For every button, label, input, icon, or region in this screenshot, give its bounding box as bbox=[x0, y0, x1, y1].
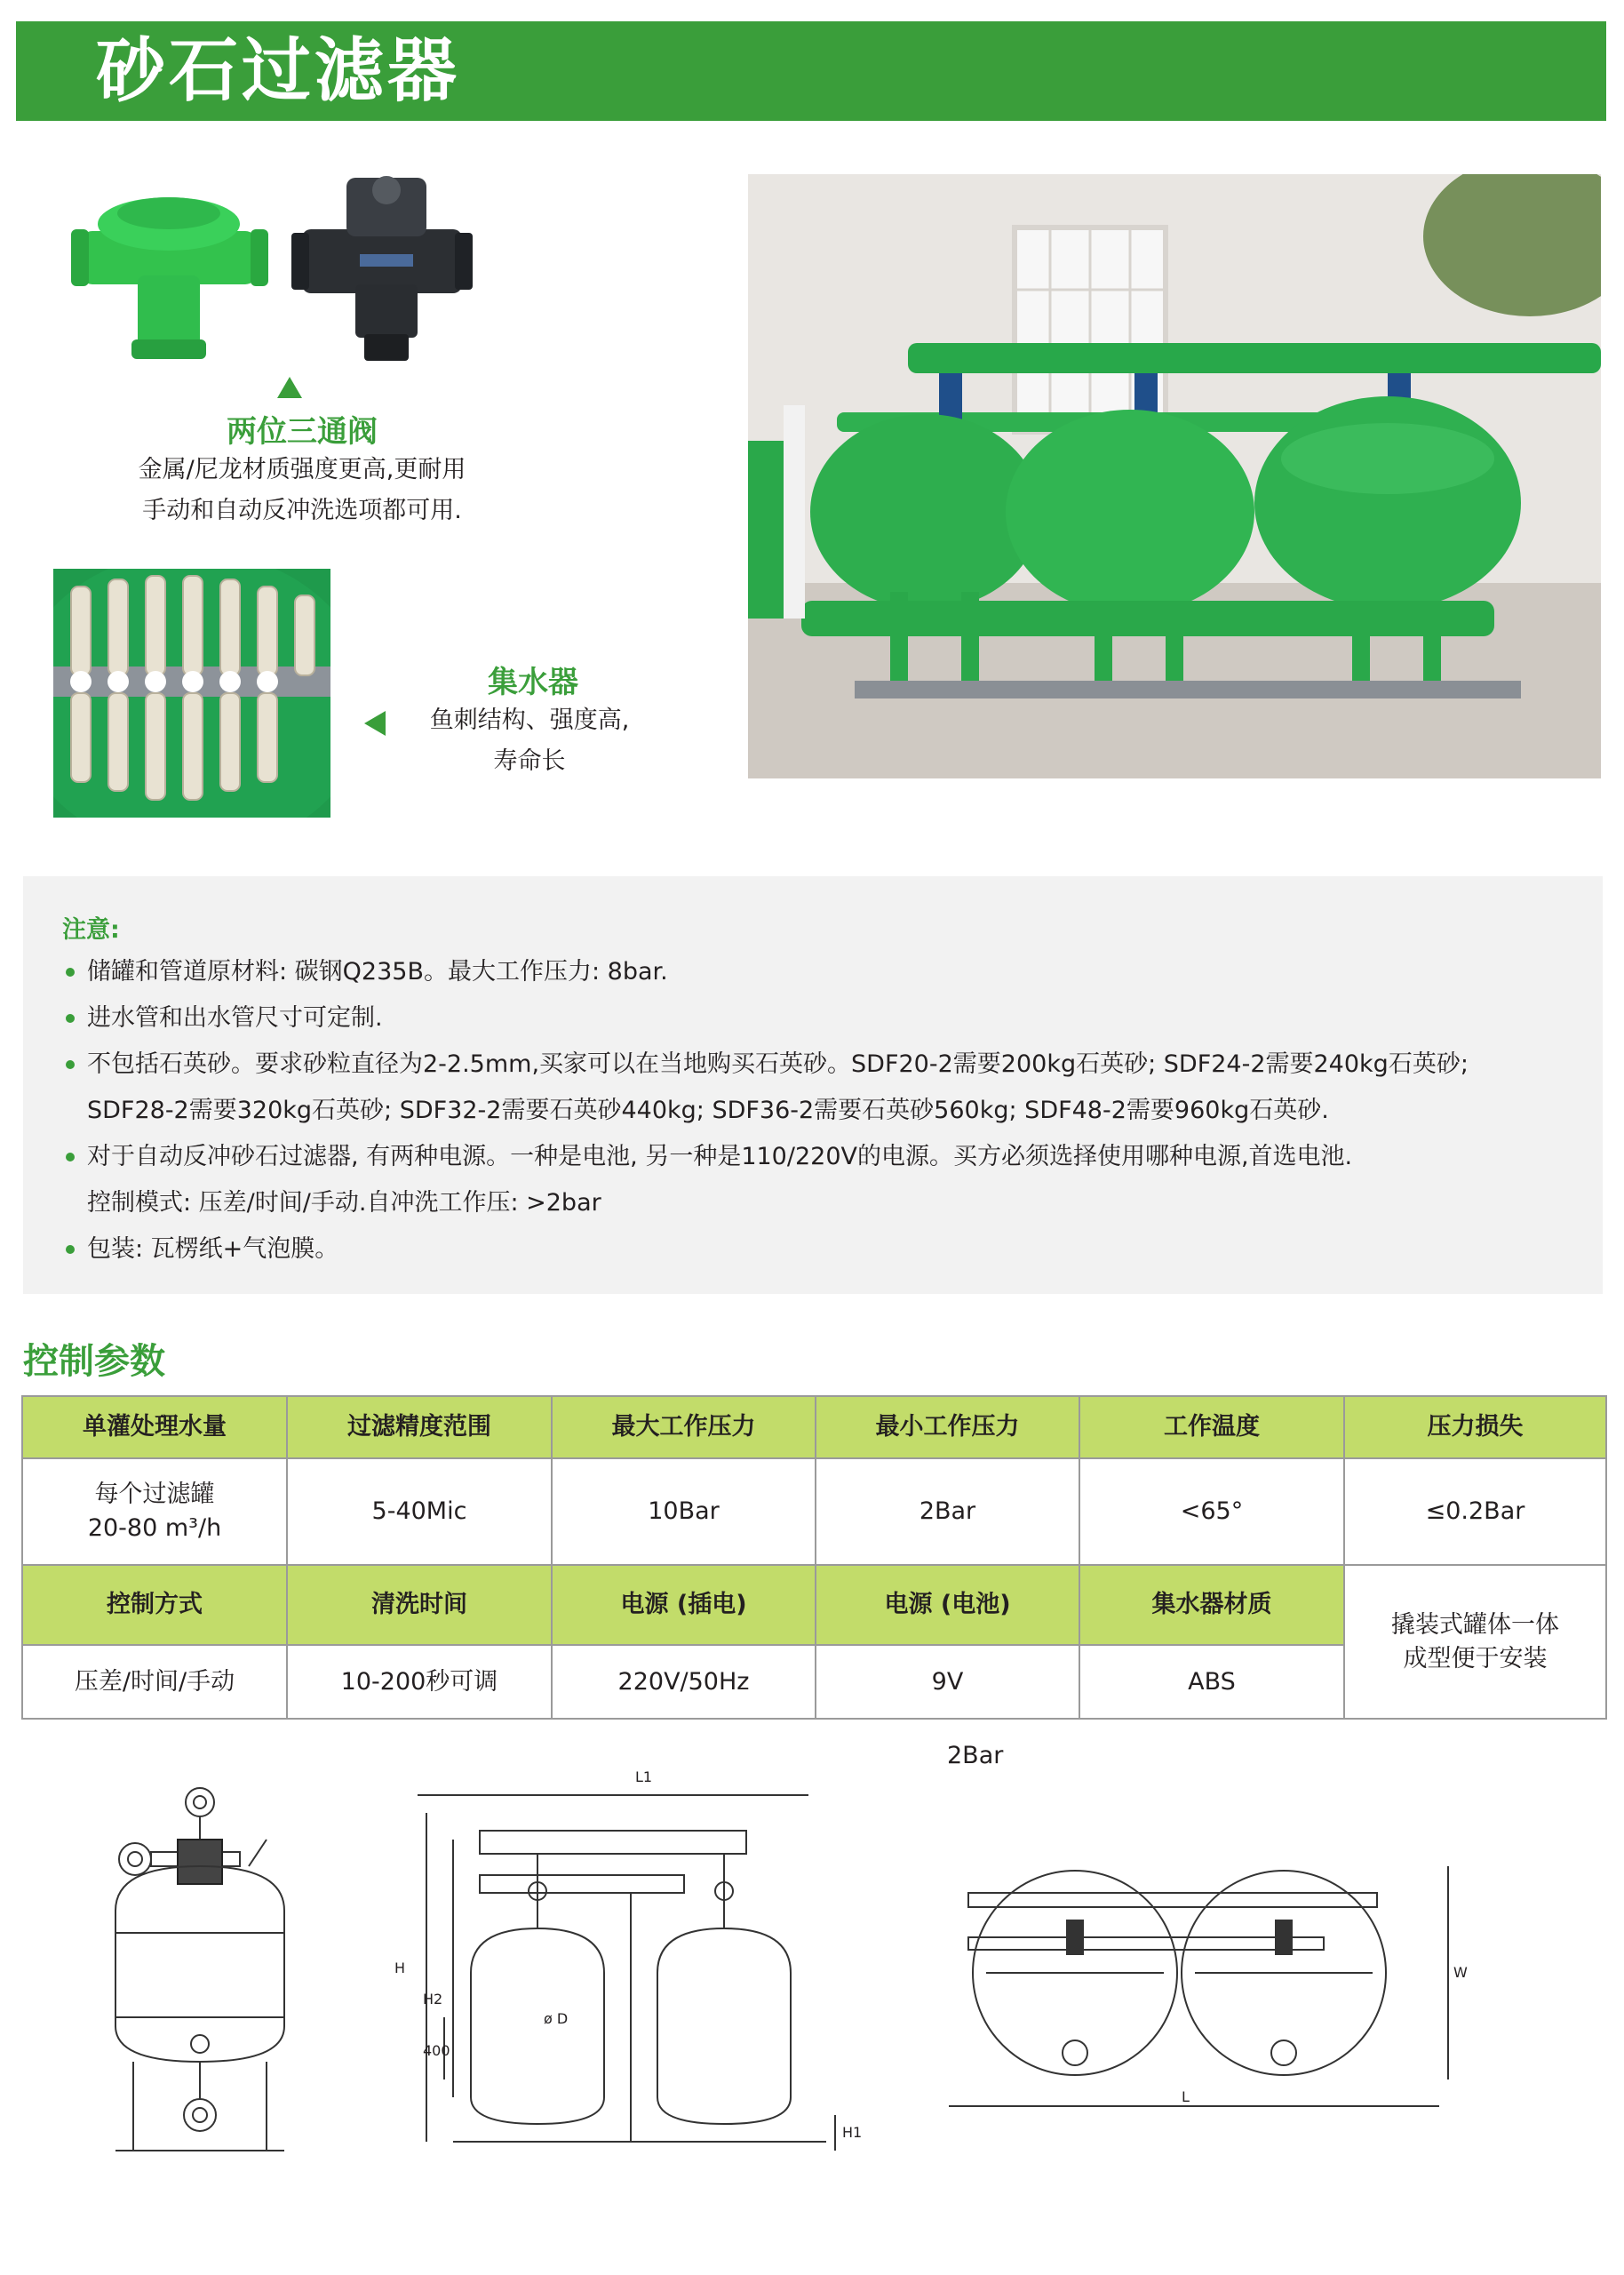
table-cell: 5-40Mic bbox=[288, 1459, 553, 1566]
front-view-svg bbox=[391, 1760, 871, 2159]
note-text: 不包括石英砂。要求砂粒直径为2-2.5mm,买家可以在当地购买石英砂。SDF20-2需要200kg石英砂; SDF24-2需要240kg石英砂; bbox=[87, 1050, 1469, 1078]
table-header-cell: 单灌处理水量 bbox=[23, 1397, 288, 1459]
parameter-table bbox=[21, 1395, 1607, 1720]
notes-title: 注意: bbox=[62, 916, 120, 944]
table-cell: 压差/时间/手动 bbox=[23, 1646, 288, 1718]
collector-line-2: 寿命长 bbox=[493, 747, 566, 775]
bullet-icon bbox=[66, 1245, 75, 1254]
page-title: 砂石过滤器 bbox=[96, 31, 461, 111]
table-cell: <65° bbox=[1080, 1459, 1345, 1566]
dim-L1: L1 bbox=[635, 1768, 653, 1785]
header-banner bbox=[16, 21, 1606, 121]
dim-H: H bbox=[394, 1960, 406, 1976]
table-cell: 每个过滤罐 20-80 m³/h bbox=[23, 1459, 288, 1566]
dim-H2: H2 bbox=[423, 1991, 443, 2008]
sand-filter-photo-illustration bbox=[748, 174, 1601, 778]
note-text: SDF28-2需要320kg石英砂; SDF32-2需要石英砂440kg; SDF36-2需要石英砂560kg; SDF48-2需要960kg石英砂. bbox=[87, 1097, 1329, 1124]
valve-description bbox=[89, 450, 515, 531]
notes-list bbox=[62, 949, 1581, 1273]
bullet-icon bbox=[66, 1014, 75, 1023]
note-item-continued bbox=[62, 1180, 1581, 1226]
arrow-left-icon bbox=[364, 711, 386, 736]
collector-title: 集水器 bbox=[488, 665, 578, 700]
collector-line-1: 鱼刺结构、强度高, bbox=[429, 706, 630, 734]
table-header-cell: 清洗时间 bbox=[288, 1566, 553, 1646]
installation-photo bbox=[748, 174, 1601, 778]
table-header-cell: 最小工作压力 bbox=[816, 1397, 1080, 1459]
top-view-drawing bbox=[942, 1840, 1475, 2124]
table-header-cell: 集水器材质 bbox=[1080, 1566, 1345, 1646]
arrow-up-icon bbox=[277, 377, 302, 398]
table-header-cell: 最大工作压力 bbox=[553, 1397, 816, 1459]
table-header-cell: 电源 (电池) bbox=[816, 1566, 1080, 1646]
note-text: 对于自动反冲砂石过滤器, 有两种电源。一种是电池, 另一种是110/220V的电源。买方必须选择使用哪种电源,首选电池. bbox=[87, 1143, 1353, 1170]
dim-W: W bbox=[1453, 1964, 1468, 1981]
note-item-continued bbox=[62, 1088, 1581, 1134]
valve-line-2: 手动和自动反冲洗选项都可用. bbox=[142, 497, 462, 524]
note-item bbox=[62, 995, 1581, 1042]
collector-illustration bbox=[53, 569, 330, 818]
table-cell: 220V/50Hz bbox=[553, 1646, 816, 1718]
top-view-svg bbox=[942, 1840, 1475, 2124]
table-cell: 9V bbox=[816, 1646, 1080, 1718]
note-item bbox=[62, 949, 1581, 995]
notes-panel bbox=[23, 876, 1603, 1294]
table-cell: ABS bbox=[1080, 1646, 1345, 1718]
valve-image bbox=[62, 169, 489, 373]
table-header-cell: 压力损失 bbox=[1345, 1397, 1605, 1459]
bullet-icon bbox=[66, 1060, 75, 1069]
dim-400: 400 bbox=[423, 2042, 450, 2059]
floating-pressure-label: 2Bar bbox=[947, 1742, 1004, 1769]
dim-H1: H1 bbox=[842, 2124, 863, 2141]
note-text: 进水管和出水管尺寸可定制. bbox=[87, 1004, 383, 1032]
dim-phiD: ø D bbox=[544, 2010, 569, 2027]
collector-image bbox=[53, 569, 330, 818]
note-item bbox=[62, 1134, 1581, 1180]
three-way-valve-illustration bbox=[62, 169, 489, 373]
bullet-icon bbox=[66, 968, 75, 977]
note-text: 储罐和管道原材料: 碳钢Q235B。最大工作压力: 8bar. bbox=[87, 958, 668, 986]
note-item bbox=[62, 1226, 1581, 1273]
table-header-cell: 过滤精度范围 bbox=[288, 1397, 553, 1459]
note-item bbox=[62, 1042, 1581, 1088]
table-cell: 10Bar bbox=[553, 1459, 816, 1566]
table-cell: ≤0.2Bar bbox=[1345, 1459, 1605, 1566]
table-header-cell: 控制方式 bbox=[23, 1566, 288, 1646]
valve-line-1: 金属/尼龙材质强度更高,更耐用 bbox=[138, 456, 466, 483]
table-header-cell: 工作温度 bbox=[1080, 1397, 1345, 1459]
front-view-drawing bbox=[391, 1760, 871, 2159]
bullet-icon bbox=[66, 1153, 75, 1161]
side-view-svg bbox=[89, 1777, 311, 2159]
collector-description bbox=[398, 700, 661, 782]
control-params-title: 控制参数 bbox=[23, 1341, 165, 1382]
table-merged-cell: 撬装式罐体一体 成型便于安装 bbox=[1391, 1610, 1559, 1672]
table-header-cell: 电源 (插电) bbox=[553, 1566, 816, 1646]
side-view-drawing bbox=[89, 1777, 311, 2159]
table-cell: 2Bar bbox=[816, 1459, 1080, 1566]
valve-title: 两位三通阀 bbox=[227, 414, 378, 450]
note-text: 包装: 瓦楞纸+气泡膜。 bbox=[87, 1235, 339, 1263]
note-text: 控制模式: 压差/时间/手动.自冲洗工作压: >2bar bbox=[87, 1189, 601, 1217]
dim-L: L bbox=[1182, 2088, 1190, 2105]
table-cell: 10-200秒可调 bbox=[288, 1646, 553, 1718]
